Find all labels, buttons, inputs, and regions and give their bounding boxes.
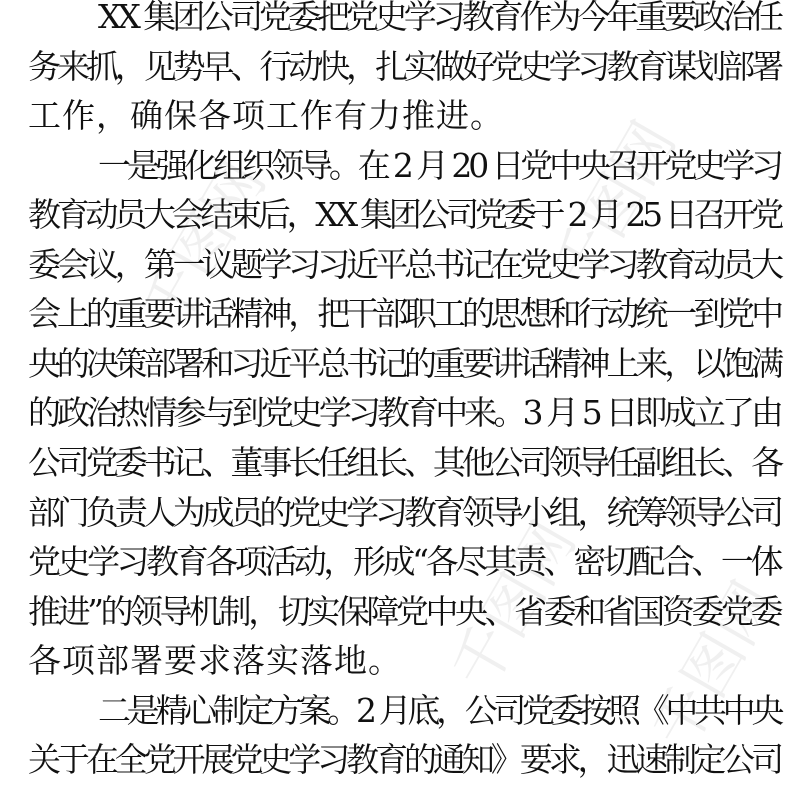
- watermark: 千图网: [439, 510, 590, 701]
- text-line: 教育动员大会结束后，XX 集团公司党委于 2 月 25 日召开党: [28, 195, 780, 234]
- text-line: 党史学习教育各项活动，形成“各尽其责、密切配合、一体: [28, 542, 780, 581]
- text-line: 关于在全党开展党史学习教育的通知》要求，迅速制定公司: [28, 740, 781, 779]
- watermark: 千图网: [129, 150, 280, 341]
- text-line: XX 集团公司党委把党史学习教育作为今年重要政治任: [98, 0, 780, 36]
- text-line: 公司党委书记、董事长任组长、其他公司领导任副组长、各: [28, 443, 781, 482]
- text-line: 一是强化组织领导。在 2 月 20 日党中央召开党史学习: [98, 146, 780, 185]
- text-line: 二是精心制定方案。2 月底，公司党委按照《中共中央: [98, 691, 780, 730]
- text-line: 推进”的领导机制，切实保障党中央、省委和省国资委党委: [28, 592, 780, 631]
- text-line: 工作，确保各项工作有力推进。: [28, 96, 504, 135]
- text-line: 部门负责人为成员的党史学习教育领导小组，统筹领导公司: [28, 493, 781, 532]
- watermark: 千图网: [539, 110, 690, 301]
- text-line: 会上的重要讲话精神，把干部职工的思想和行动统一到党中: [28, 294, 781, 333]
- text-line: 委会议，第一议题学习习近平总书记在党史学习教育动员大: [28, 245, 781, 284]
- text-line: 各项部署要求落实落地。: [28, 641, 402, 680]
- text-line: 央的决策部署和习近平总书记的重要讲话精神上来，以饱满: [28, 344, 781, 383]
- text-line: 务来抓，见势早、行动快，扎实做好党史学习教育谋划部署: [28, 47, 781, 86]
- text-line: 的政治热情参与到党史学习教育中来。3 月 5 日即成立了由: [28, 393, 780, 432]
- watermark: 千图网: [639, 570, 790, 761]
